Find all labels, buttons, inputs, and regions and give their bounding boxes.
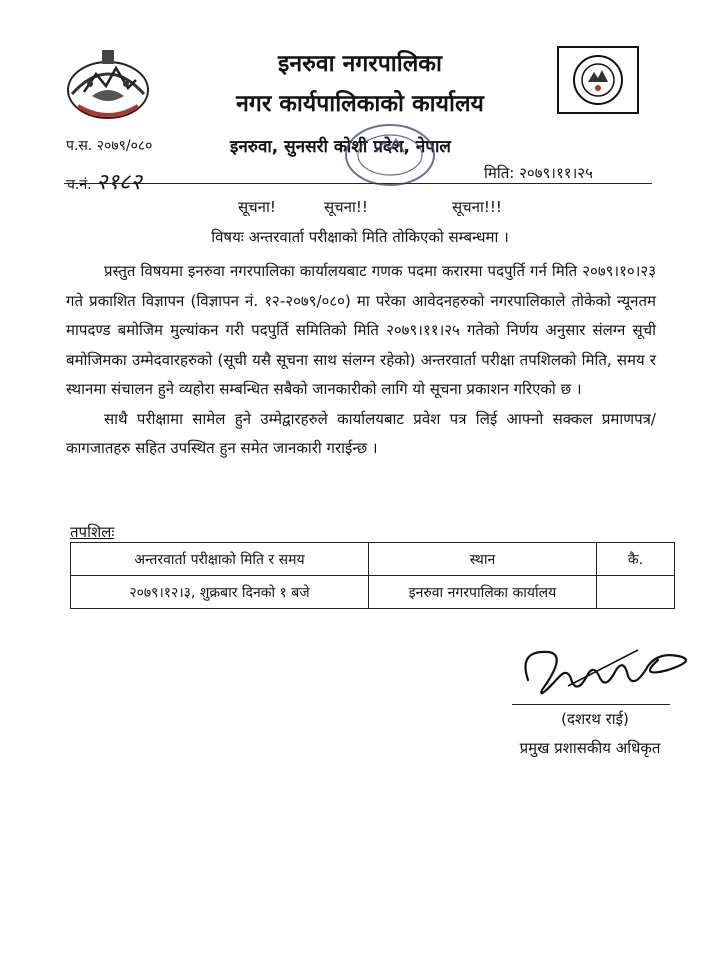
header-date-time: अन्तरवार्ता परीक्षाको मिति र समय — [71, 543, 369, 576]
signature-line — [512, 704, 670, 705]
notice-body — [66, 257, 656, 464]
office-name: नगर कार्यपालिकाको कार्यालय — [236, 91, 484, 117]
notice-subject: विषयः अन्तरवार्ता परीक्षाको मिति तोकिएको सम्बन्धमा । — [211, 228, 509, 246]
cell-date-time: २०७९।१२।३, शुक्रबार दिनको १ बजे — [71, 576, 369, 609]
municipality-logo — [557, 46, 639, 114]
office-stamp-icon — [340, 120, 440, 190]
cell-remarks — [597, 576, 675, 609]
schedule-label: तपशिलः — [70, 523, 115, 541]
cell-venue: इनरुवा नगरपालिका कार्यालय — [369, 576, 597, 609]
body-paragraph-2: साथै परीक्षामा सामेल हुने उम्मेद्वारहरुले कार्यालयबाट प्रवेश पत्र लिई आफ्नो सक्कल प्रमाणपत्र/कागजातहरु सहित उपस्थित हुन समेत जानकारी गराईन्छ । — [66, 409, 656, 457]
notice-heading-2: सूचना!! — [324, 198, 368, 216]
office-address: इनरुवा, सुनसरी कोशी प्रदेश, नेपाल — [230, 137, 451, 157]
dispatch-number-value: २१८२ — [96, 170, 142, 195]
municipality-seal-icon — [566, 52, 630, 108]
signatory-title: प्रमुख प्रशासकीय अधिकृत — [519, 739, 661, 757]
schedule-header-row — [71, 543, 675, 576]
dispatch-number — [66, 166, 142, 196]
body-paragraph-1: प्रस्तुत विषयमा इनरुवा नगरपालिका कार्यालयबाट गणक पदमा करारमा पदपुर्ति गर्न मिति २०७९।१०।२३ गते प्रकाशित विज्ञापन (विज्ञापन नं. १२-२०७९/०८०) मा परेका आवेदनहरुको नगरपालिकाले तोकेको न्यूनतम मापदण्ड बमोजिम मुल्यांकन गरी पदपुर्ति समितिको मिति २०७९।११।२५ गतेको निर्णय अनुसार संलग्न सूची बमोजिमका उम्मेदवारहरुको (सूची यसै सूचना साथ संलग्न रहेको) अन्तरवार्ता परीक्षा तपशिलको मिति, समय र स्थानमा संचालन हुने व्यहोरा सम्बन्धित सबैको जानकारीको लागि यो सूचना प्रकाशन गरिएको छ । — [66, 262, 656, 398]
dispatch-number-label: च.नं. — [66, 177, 92, 193]
reference-number: प.स. २०७९/०८० — [66, 138, 153, 154]
issue-date: मिति: २०७९।११।२५ — [484, 164, 593, 182]
schedule-table — [70, 542, 675, 609]
header-venue: स्थान — [369, 543, 597, 576]
header-remarks: कै. — [597, 543, 675, 576]
municipality-name: इनरुवा नगरपालिका — [278, 51, 442, 77]
notice-heading-3: सूचना!!! — [452, 198, 502, 216]
table-row — [71, 576, 675, 609]
signatory-name: (दशरथ राई) — [561, 710, 629, 728]
signature-icon — [508, 630, 708, 710]
nepal-emblem-icon — [62, 44, 154, 124]
notice-heading-1: सूचना! — [238, 198, 276, 216]
